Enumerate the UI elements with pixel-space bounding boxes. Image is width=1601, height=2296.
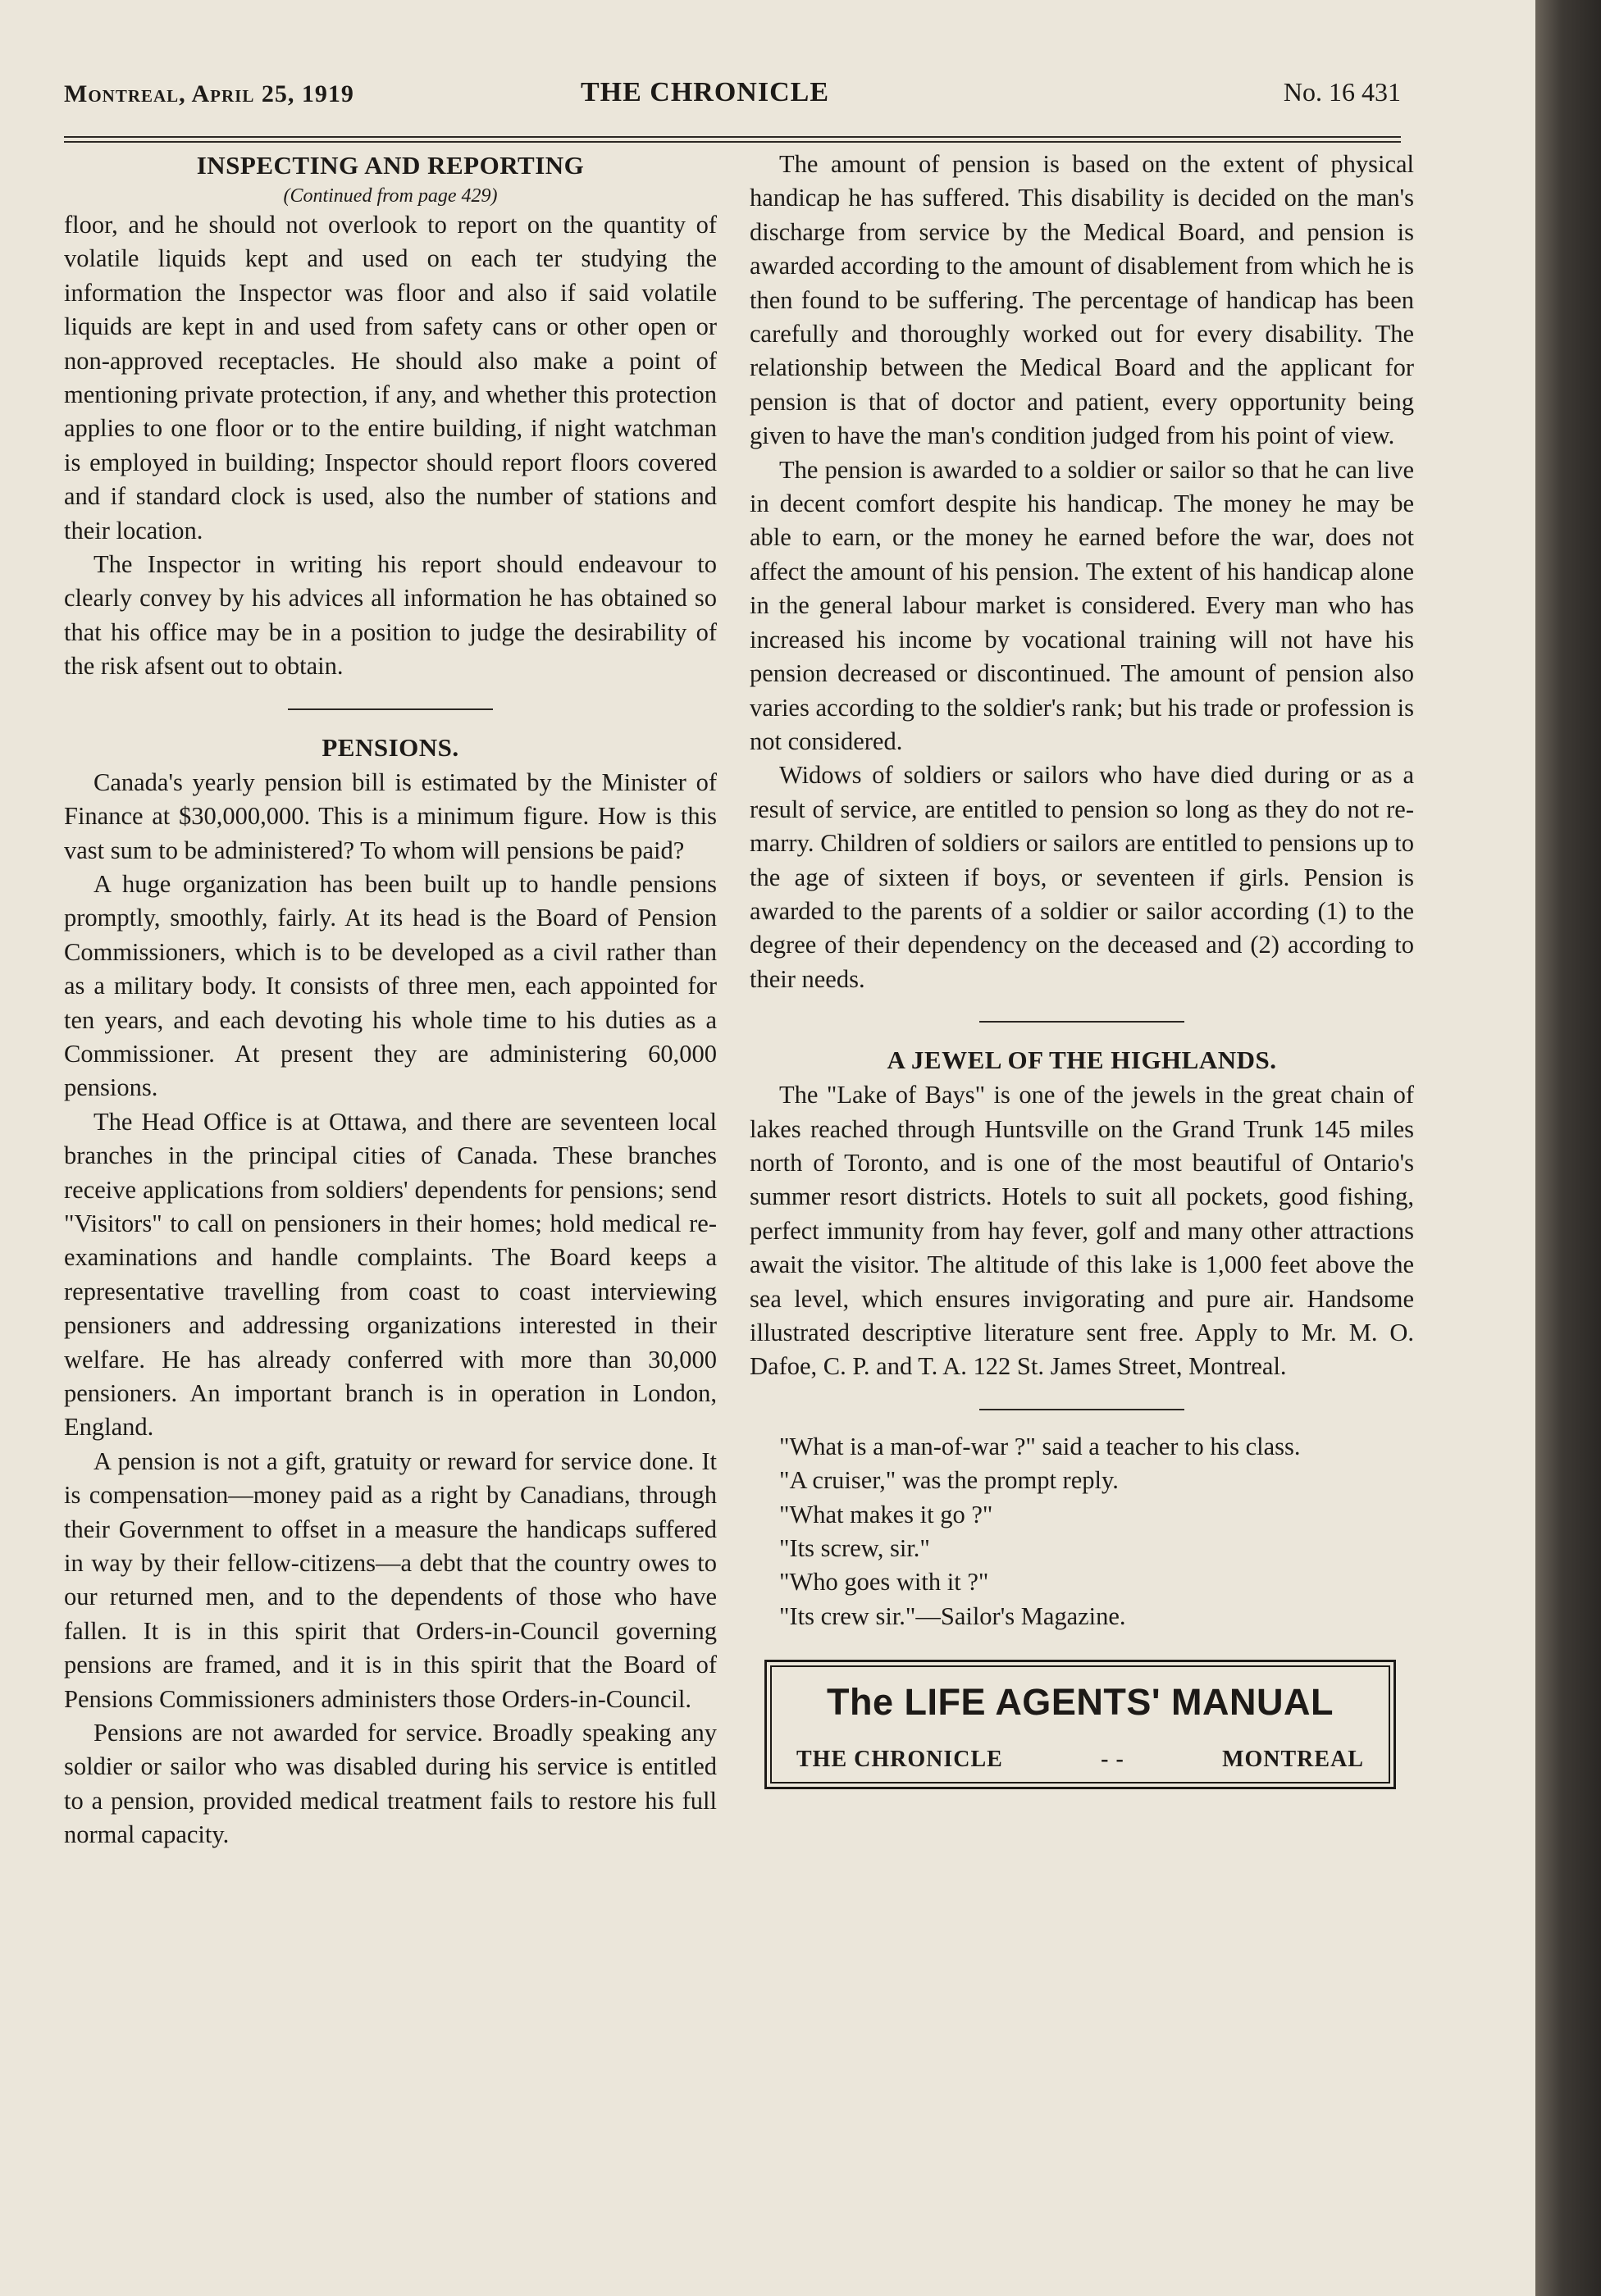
header-date: Montreal, April 25, 1919 [64, 80, 354, 107]
paragraph: The Inspector in writing his report should endeavour to clearly convey by his advices all information he has obtained so that his office may be in a position to judge the desirability of the risk afsent out to obtain. [64, 550, 717, 681]
section-divider [288, 708, 493, 710]
paragraph: Pensions are not awarded for service. Broadly speaking any soldier or sailor who was disabled during his service is entitled to a pension, provided medical treatment fails to restore his full normal capacity. [64, 1719, 717, 1849]
advertisement-subline [796, 1742, 1364, 1776]
joke-line: "What makes it go ?" [779, 1500, 993, 1528]
book-binding-edge [1535, 0, 1601, 2296]
paragraph: floor, and he should not overlook to report on the quantity of volatile liquids kept and used on each ter studying the information the Inspector was floor and also if said volatile liquids are kept in and used from safety cans or other open or non-approved receptacles. He should also make a point of mentioning private protection, if any, and whether this protection applies to one floor or to the entire building, if night watchman is employed in building; Inspector should report floors covered and if standard clock is used, also the number of stations and their location. [64, 211, 717, 544]
article-title-pensions: PENSIONS. [322, 732, 459, 762]
continued-note: (Continued from page 429) [283, 185, 498, 207]
paragraph: Canada's yearly pension bill is estimated by the Minister of Finance at $30,000,000. This is a minimum figure. How is this vast sum to be administered? To whom will pensions be paid? [64, 768, 717, 864]
advertisement-publisher: THE CHRONICLE [796, 1747, 1003, 1773]
advertisement-dashes: - - [1101, 1747, 1124, 1773]
article-title-jewel: A JEWEL OF THE HIGHLANDS. [887, 1046, 1277, 1075]
issue-page-number: No. 16 431 [1283, 77, 1401, 107]
paragraph: The Head Office is at Ottawa, and there are seventeen local branches in the principal cities of Canada. These branches receive applications from soldiers' dependents for pensions; send "Visitors" to call on pensioners in their homes; hold medical re-examinations and handle complaints. The Board keeps a representative travelling from coast to coast interviewing pensioners and addressing organizations interested in their welfare. He has already conferred with more than 30,000 pensioners. An important branch is in operation in London, England. [64, 1107, 717, 1442]
paragraph: The amount of pension is based on the extent of physical handicap he has suffered. This disability is decided on the man's discharge from service by the Medical Board, and pension is awarded according to the amount of disablement from which he is then found to be suffering. The percentage of handicap has been carefully and thoroughly worked out for every disability. The relationship between the Medical Board and the applicant for pension is that of doctor and patient, every opportunity being given to have the man's condition judged from his point of view. [750, 150, 1414, 450]
paragraph: The pension is awarded to a soldier or sailor so that he can live in decent comfort despite his handicap. The money he may be able to earn, or the money he earned before the war, does not affect the amount of his pension. The extent of his handicap alone in the general labour market is considered. Every man who has increased his income by vocational training will not have his pension decreased or discontinued. The amount of pension also varies according to the soldier's rank; but his trade or profession is not considered. [750, 455, 1414, 755]
page-header [64, 72, 1401, 121]
paragraph: Widows of soldiers or sailors who have died during or as a result of service, are entitled to pension so long as they do not re-marry. Children of soldiers or sailors are entitled to pensions up to the age of sixteen if boys, or seventeen if girls. Pension is awarded to the parents of a soldier or sailor according (1) to the degree of their dependency on the deceased and (2) according to their needs. [750, 761, 1414, 993]
joke-line: "A cruiser," was the prompt reply. [779, 1466, 1119, 1495]
paragraph: The "Lake of Bays" is one of the jewels in the great chain of lakes reached through Huntsville on the Grand Trunk 145 miles north of Toronto, and is one of the most beautiful of Ontario's summer resort districts. Hotels to suit all pockets, good fishing, perfect immunity from hay fever, golf and many other attractions await the visitor. The altitude of this lake is 1,000 feet above the sea level, which ensures invigorating and pure air. Handsome illustrated descriptive literature sent free. Apply to Mr. M. O. Dafoe, C. P. and T. A. 122 St. James Street, Montreal. [750, 1081, 1414, 1381]
publication-title: THE CHRONICLE [581, 77, 829, 107]
advertisement-box [764, 1660, 1396, 1789]
header-rule [64, 136, 1401, 143]
paragraph: A huge organization has been built up to handle pensions promptly, smoothly, fairly. At its head is the Board of Pension Commissioners, which is to be developed as a civil rather than as a military body. It consists of three men, each appointed for ten years, and each devoting his whole time to his duties as a Commissioner. At present they are administering 60,000 pensions. [64, 869, 717, 1102]
joke-line: "Who goes with it ?" [779, 1568, 989, 1597]
section-divider [979, 1021, 1184, 1023]
advertisement-inner-frame [770, 1665, 1390, 1784]
advertisement-city: MONTREAL [1222, 1747, 1364, 1773]
right-column [750, 148, 1414, 1789]
article-title-inspecting: INSPECTING AND REPORTING [196, 151, 585, 180]
joke-line: "Its crew sir."—Sailor's Magazine. [779, 1601, 1126, 1630]
advertisement-title: The LIFE AGENTS' MANUAL [826, 1681, 1334, 1724]
joke-line: "Its screw, sir." [779, 1534, 930, 1563]
joke-block [750, 1430, 1414, 1633]
joke-line: "What is a man-of-war ?" said a teacher to his class. [779, 1432, 1301, 1460]
section-divider [979, 1409, 1184, 1410]
left-column [64, 148, 717, 1852]
paragraph: A pension is not a gift, gratuity or reward for service done. It is compensation—money paid as a right by Canadians, through their Government to offset in a measure the handicaps suffered in way by their fellow-citizens—a debt that the country owes to our returned men, and to the dependents of those who have fallen. It is in this spirit that Orders-in-Council governing pensions are framed, and it is in this spirit that the Board of Pensions Commissioners administers those Orders-in-Council. [64, 1446, 717, 1713]
